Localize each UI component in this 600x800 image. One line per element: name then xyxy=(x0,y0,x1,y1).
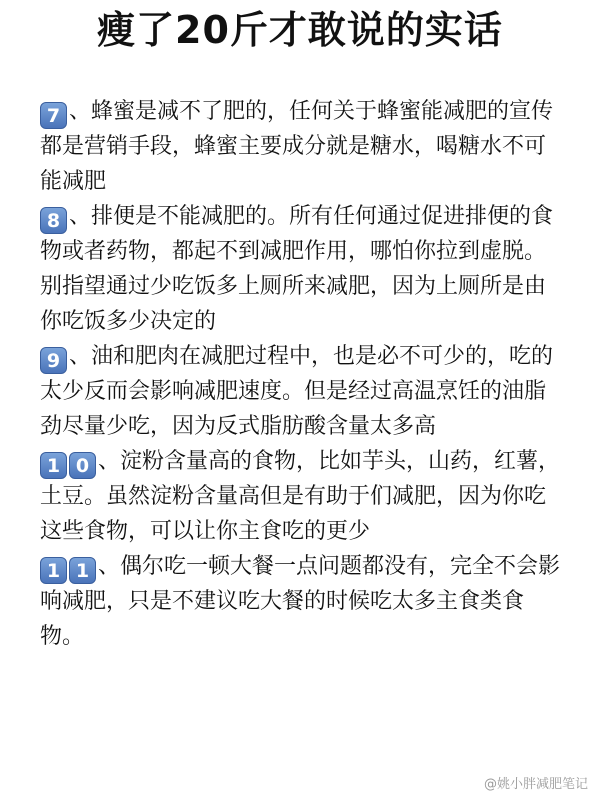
keycap-number-icon: 8 xyxy=(40,207,67,234)
tip-item-10 xyxy=(40,444,560,549)
keycap-number-icon: 1 xyxy=(69,557,96,584)
tip-item-9 xyxy=(40,339,560,444)
tip-text: 、油和肥肉在减肥过程中，也是必不可少的，吃的太少反而会影响减肥速度。但是经过高温烹饪的油脂劲尽量少吃，因为反式脂肪酸含量太多高 xyxy=(40,344,554,439)
tip-text: 、蜂蜜是减不了肥的，任何关于蜂蜜能减肥的宣传都是营销手段，蜂蜜主要成分就是糖水，喝糖水不可能减肥 xyxy=(40,99,554,194)
page-title: 瘦了20斤才敢说的实话 xyxy=(97,8,503,52)
tip-text: 、偶尔吃一顿大餐一点问题都没有，完全不会影响减肥，只是不建议吃大餐的时候吃太多主食类食物。 xyxy=(40,554,561,649)
keycap-number-icon: 0 xyxy=(69,452,96,479)
keycap-number-icon: 9 xyxy=(40,347,67,374)
keycap-number-icon: 1 xyxy=(40,452,67,479)
tip-item-11 xyxy=(40,549,560,654)
tip-text: 、排便是不能减肥的。所有任何通过促进排便的食物或者药物，都起不到减肥作用，哪怕你拉到虚脱。别指望通过少吃饭多上厕所来减肥，因为上厕所是由你吃饭多少决定的 xyxy=(40,204,554,334)
watermark: @姚小胖减肥笔记 xyxy=(483,777,588,792)
keycap-number-icon: 7 xyxy=(40,102,67,129)
tip-item-8 xyxy=(40,199,560,339)
tip-item-7 xyxy=(40,94,560,199)
tip-text: 、淀粉含量高的食物，比如芋头，山药，红薯，土豆。虽然淀粉含量高但是有助于们减肥，因为你吃这些食物，可以让你主食吃的更少 xyxy=(40,449,561,544)
keycap-number-icon: 1 xyxy=(40,557,67,584)
tips-list xyxy=(40,94,560,654)
